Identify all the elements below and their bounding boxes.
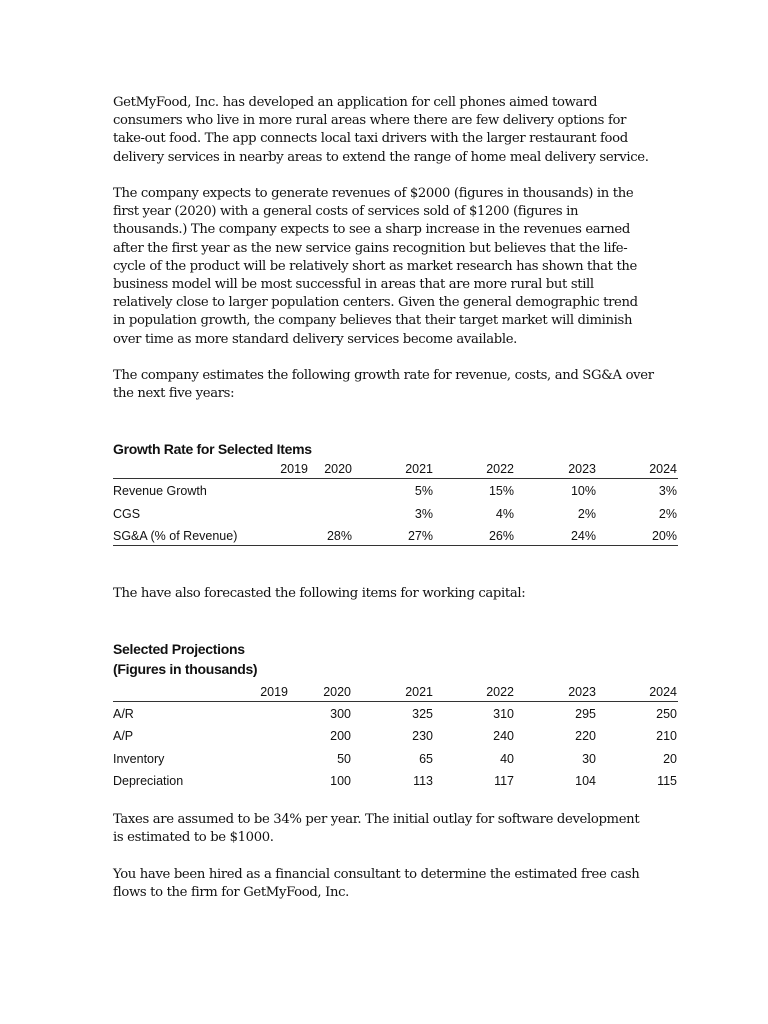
growth-bottom-rule [113,545,678,546]
projection-cell: 100 [330,774,351,788]
projection-row-label: A/R [113,707,134,721]
projections-table-subtitle: (Figures in thousands) [113,661,258,677]
projection-cell: 113 [413,774,433,788]
growth-cell: 2% [658,507,677,521]
growth-cell: 10% [570,484,596,498]
growth-rate-intro-paragraph: The company estimates the following growth rate for revenue, costs, and SG&A over the next five years: [113,368,654,402]
growth-row-label: CGS [113,507,141,521]
projection-cell: 65 [419,752,433,766]
projection-cell: 250 [656,707,677,721]
projection-cell: 240 [493,729,514,743]
growth-cell: 24% [570,529,596,543]
projection-year-header: 2022 [486,685,514,699]
projection-year-header: 2023 [568,685,596,699]
growth-cell: 5% [414,484,433,498]
growth-cell: 15% [488,484,514,498]
projection-cell: 230 [412,729,433,743]
growth-year-header: 2020 [324,462,352,476]
growth-year-header: 2024 [649,462,677,476]
projection-cell: 310 [493,707,514,721]
projection-cell: 325 [412,707,433,721]
projection-cell: 300 [330,707,351,721]
projection-year-header: 2019 [260,685,288,699]
growth-cell: 20% [651,529,677,543]
projection-cell: 115 [657,774,677,788]
taxes-paragraph: Taxes are assumed to be 34% per year. The initial outlay for software development is estimated to be $1000. [113,812,640,846]
growth-year-header: 2019 [280,462,308,476]
growth-cell: 27% [407,529,433,543]
projection-cell: 295 [575,707,596,721]
projections-table-title: Selected Projections [113,641,245,657]
revenue-expectations-paragraph: The company expects to generate revenues of $2000 (figures in thousands) in the first year (2020) with a general costs of services sold of $1200 (figures in thousands.) The company expects to see a sharp increase in the revenues earned after the first year as the new service gains recognition but believes that the life- cycle of the product will be relatively short as market research has shown that the business model will be most successful in areas that are more rural but still relatively close to larger population centers. Given the general demographic trend in population growth, the company believes that their target market will diminish over time as more standard delivery services become available. [113,186,638,347]
growth-year-header: 2022 [486,462,514,476]
projection-cell: 220 [575,729,596,743]
projection-year-header: 2021 [405,685,433,699]
projection-cell: 210 [656,729,677,743]
growth-cell: 2% [577,507,596,521]
growth-cell: 4% [495,507,514,521]
growth-header-rule [113,478,678,479]
working-capital-intro-paragraph: The have also forecasted the following items for working capital: [113,586,526,601]
projections-header-rule [113,701,678,702]
growth-cell: 26% [488,529,514,543]
growth-row-label: SG&A (% of Revenue) [113,529,238,543]
growth-year-header: 2023 [568,462,596,476]
projection-cell: 20 [663,752,677,766]
growth-table-title: Growth Rate for Selected Items [113,441,312,457]
growth-row-label: Revenue Growth [113,484,207,498]
projection-cell: 40 [500,752,514,766]
projection-cell: 50 [337,752,351,766]
projection-row-label: A/P [113,729,134,743]
assignment-paragraph: You have been hired as a financial consultant to determine the estimated free cash flows to the firm for GetMyFood, Inc. [113,867,640,901]
growth-cell: 28% [326,529,352,543]
projection-cell: 117 [494,774,514,788]
projection-row-label: Depreciation [113,774,184,788]
intro-paragraph: GetMyFood, Inc. has developed an application for cell phones aimed toward consumers who live in more rural areas where there are few delivery options for take-out food. The app connects local taxi drivers with the larger restaurant food delivery services in nearby areas to extend the range of home meal delivery service. [113,95,649,165]
projection-cell: 104 [575,774,596,788]
projection-year-header: 2024 [649,685,677,699]
projection-row-label: Inventory [113,752,165,766]
growth-year-header: 2021 [405,462,433,476]
projection-year-header: 2020 [323,685,351,699]
projection-cell: 30 [582,752,596,766]
projection-cell: 200 [330,729,351,743]
growth-cell: 3% [658,484,677,498]
growth-cell: 3% [414,507,433,521]
